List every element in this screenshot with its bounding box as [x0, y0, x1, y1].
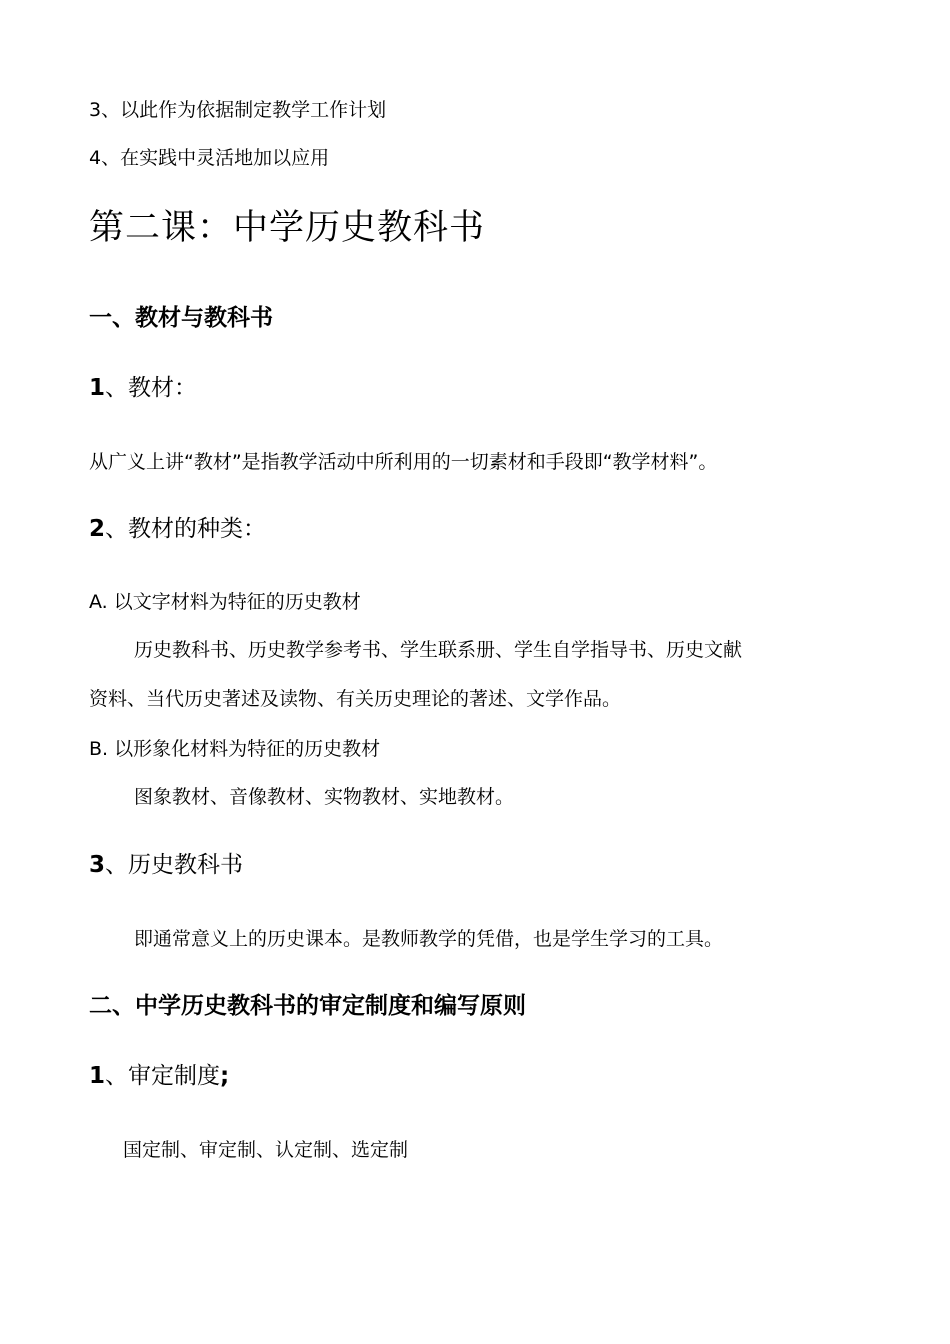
- sub-heading-number: 3: [89, 852, 106, 878]
- category-a-label: A. 以文字材料为特征的历史教材: [89, 591, 361, 613]
- sub-heading-number: 2: [89, 516, 106, 542]
- list-item-3: 3、以此作为依据制定教学工作计划: [89, 99, 387, 121]
- list-item-4: 4、在实践中灵活地加以应用: [89, 147, 330, 169]
- sub-heading-text: 、教材：: [105, 375, 198, 401]
- sub-heading-teaching-material: [89, 377, 197, 400]
- sub-heading-number: 1: [89, 375, 106, 401]
- section-heading-2: 二、中学历史教科书的审定制度和编写原则: [89, 993, 526, 1019]
- section-heading-1: 一、教材与教科书: [89, 305, 273, 331]
- sub-heading-text: 、审定制度: [105, 1063, 221, 1089]
- lesson-title: 第二课：中学历史教科书: [89, 208, 486, 248]
- sub-heading-history-textbook: [89, 854, 243, 877]
- sub-heading-number: 1: [89, 1063, 106, 1089]
- category-b-paragraph: 图象教材、音像教材、实物教材、实地教材。: [134, 786, 515, 808]
- category-a-paragraph-line1: 历史教科书、历史教学参考书、学生联系册、学生自学指导书、历史文献: [134, 639, 743, 661]
- review-systems-list: 国定制、审定制、认定制、选定制: [123, 1139, 409, 1161]
- sub-heading-review-system: [89, 1065, 229, 1088]
- sub-heading-semicolon: ;: [220, 1063, 230, 1089]
- textbook-paragraph: 即通常意义上的历史课本。是教师教学的凭借，也是学生学习的工具。: [134, 928, 724, 950]
- sub-heading-text: 、教材的种类：: [105, 516, 267, 542]
- sub-heading-material-types: [89, 518, 266, 541]
- category-a-paragraph-line2: 资料、当代历史著述及读物、有关历史理论的著述、文学作品。: [89, 688, 622, 710]
- category-b-label: B. 以形象化材料为特征的历史教材: [89, 738, 381, 760]
- sub-heading-text: 、历史教科书: [105, 852, 244, 878]
- definition-paragraph: 从广义上讲“教材”是指教学活动中所利用的一切素材和手段即“教学材料”。: [89, 451, 718, 473]
